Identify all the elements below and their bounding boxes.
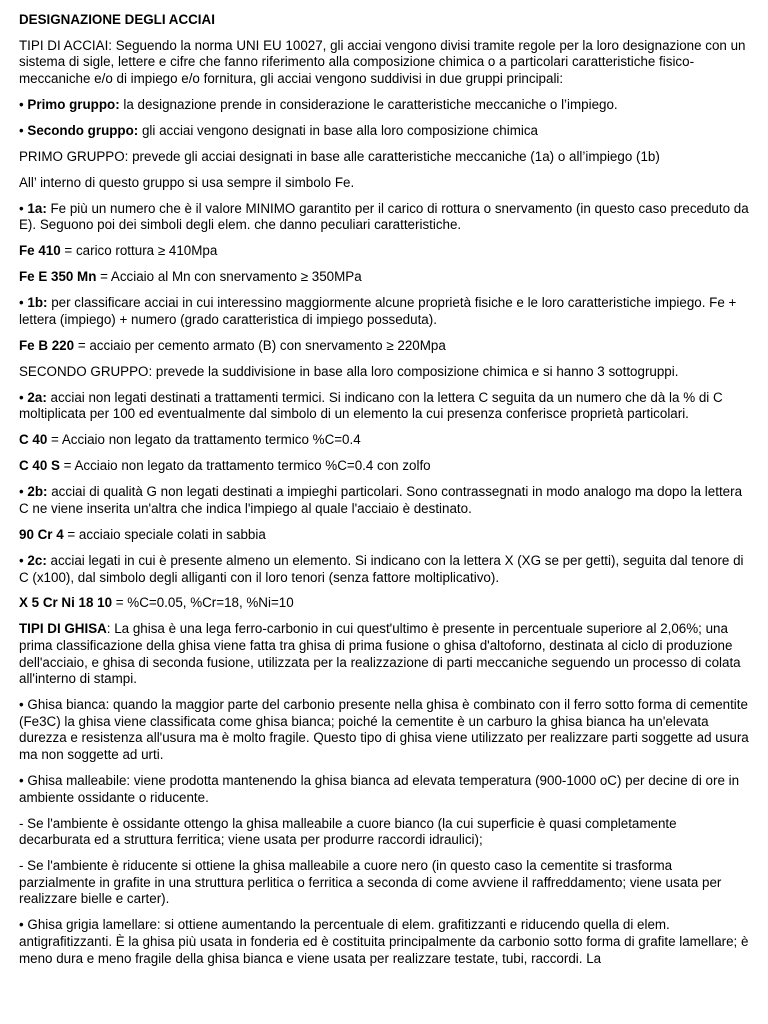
example-text: = carico rottura ≥ 410Mpa [60,243,218,259]
subgroup-text: acciai non legati destinati a trattamenti termici. Si indicano con la lettera C seguita da un numero che dà la % di C moltiplicata per 100 ed eventualmente dal simbolo di un elemento la cui presenza conferisce proprietà particolari. [19,389,723,422]
secondo-gruppo-paragraph: SECONDO GRUPPO: prevede la suddivisione in base alla loro composizione chimica e si hanno 3 sottogruppi. [19,363,679,379]
subgroup-text: acciai legati in cui è presente almeno un elemento. Si indicano con la lettera X (XG se per getti), seguita dal tenore di C (x100), dal simbolo degli alliganti con il loro tenori (senza fattore moltiplicativo). [19,552,744,585]
ghisa-text: : La ghisa è una lega ferro-carbonio in cui quest'ultimo è presente in percentuale superiore al 2,06%; una prima classificazione della ghisa viene fatta tra ghisa di prima fusione o ghisa d'altoforno, destinata al ciclo di produzione dell'acciaio, e ghisa di seconda fusione, utilizzata per la realizzazione di parti meccaniche seguendo un processo di colata all'interno di stampi. [19,621,741,687]
example-feb220 [19,338,751,355]
example-90cr4 [19,527,751,544]
malleabile-cuore-bianco-paragraph: - Se l'ambiente è ossidante ottengo la ghisa malleabile a cuore bianco (la cui superficie è quasi completamente decarburata ed a struttura ferritica; viene usata per produrre raccordi idraulici); [19,815,677,848]
example-text: = Acciaio non legato da trattamento termico %C=0.4 [47,432,361,448]
example-text: = Acciaio al Mn con snervamento ≥ 350MPa [96,269,362,285]
subgroup-term: 2b: [27,484,48,500]
bullet-lead: • [19,200,28,216]
fe-symbol-paragraph: All’ interno di questo gruppo si usa sempre il simbolo Fe. [19,174,355,190]
bullet-text: gli acciai vengono designati in base alla loro composizione chimica [138,122,538,138]
bullet-term: Secondo gruppo: [27,122,139,138]
example-c40s [19,458,751,475]
bullet-lead: • [19,484,28,500]
subgroup-2a [19,390,751,423]
example-fee350 [19,269,751,286]
subgroup-1a [19,201,751,234]
group1-bullet [19,97,751,114]
example-term: Fe B 220 [19,337,75,353]
bullet-lead: • [19,552,28,568]
example-text: = acciaio per cemento armato (B) con snervamento ≥ 220Mpa [74,337,446,353]
bullet-lead: • [19,122,28,138]
example-c40 [19,432,751,449]
example-term: C 40 [19,432,48,448]
subgroup-term: 1b: [27,295,48,311]
example-fe410 [19,243,751,260]
intro-paragraph: TIPI DI ACCIAI: Seguendo la norma UNI EU 10027, gli acciai vengono divisi tramite regole per la loro designazione con un sistema di sigle, lettere e cifre che fanno riferimento alla composizione chimica o a particolari caratteristiche fisico-meccaniche e/o di impiego e/o fornitura, gli acciai vengono suddivisi in due gruppi principali: [19,37,746,86]
bullet-lead: • [19,295,28,311]
subgroup-2c [19,553,751,586]
bullet-lead: • [19,389,28,405]
ghisa-bianca-paragraph: • Ghisa bianca: quando la maggior parte del carbonio presente nella ghisa è combinato con il ferro sotto forma di cementite (Fe3C) la ghisa viene classificata come ghisa bianca; poiché la cementite è un carburo la ghisa bianca ha un'elevata durezza e resistenza all'usura ma è molto fragile. Questo tipo di ghisa viene utilizzato per realizzare parti soggette ad usura ma non soggette ad urti. [19,697,749,763]
bullet-term: Primo gruppo: [27,96,120,112]
example-term: Fe 410 [19,243,61,259]
ghisa-grigia-paragraph: • Ghisa grigia lamellare: si ottiene aumentando la percentuale di elem. grafitizzanti e riducendo quella di elem. antigrafitizzanti. È la ghisa più usata in fonderia ed è costituita principalmente da carbonio sotto forma di grafite lamellare; è meno dura e meno fragile della ghisa bianca e viene usata per realizzare testate, tubi, raccordi. La [19,917,749,966]
subgroup-term: 2c: [27,552,47,568]
document-title [19,12,751,29]
ghisa-term: TIPI DI GHISA [19,621,107,637]
primo-gruppo-paragraph: PRIMO GRUPPO: prevede gli acciai designati in base alle caratteristiche meccaniche (1a) o all’impiego (1b) [19,148,660,164]
title-text: DESIGNAZIONE DEGLI ACCIAI [19,12,215,27]
document-page [19,12,751,977]
group2-bullet [19,123,751,140]
subgroup-text: Fe più un numero che è il valore MINIMO garantito per il carico di rottura o snervamento (in questo caso preceduto da E). Seguono poi dei simboli degli elem. che danno peculiari caratteristiche. [19,200,749,233]
subgroup-2b [19,484,751,517]
subgroup-text: acciai di qualità G non legati destinati a impieghi particolari. Sono contrassegnati in modo analogo ma dopo la lettera C ne viene inserita un'altra che indica l'impiego al quale l'acciaio è destinato. [19,484,743,516]
subgroup-term: 1a: [27,200,47,216]
example-term: C 40 S [19,458,60,474]
ghisa-intro-paragraph [19,621,751,687]
example-text: = Acciaio non legato da trattamento termico %C=0.4 con zolfo [59,458,431,474]
example-term: 90 Cr 4 [19,526,64,542]
subgroup-term: 2a: [27,389,47,405]
example-text: = acciaio speciale colati in sabbia [63,526,266,542]
example-text: = %C=0.05, %Cr=18, %Ni=10 [112,595,294,611]
example-x5crni [19,595,751,612]
example-term: X 5 Cr Ni 18 10 [19,595,113,611]
malleabile-cuore-nero-paragraph: - Se l'ambiente è riducente si ottiene la ghisa malleabile a cuore nero (in questo caso la cementite si trasforma parzialmente in grafite in una struttura perlitica o ferritica a seconda di come avviene il raffreddamento; viene usata per realizzare bielle e carter). [19,858,722,907]
bullet-text: la designazione prende in considerazione le caratteristiche meccaniche o l’impiego. [119,96,618,112]
subgroup-1b [19,295,751,328]
subgroup-text: per classificare acciai in cui interessino maggiormente alcune proprietà fisiche e le loro caratteristiche impiego. Fe + lettera (impiego) + numero (grado caratteristica di impiego posseduta). [19,295,737,327]
ghisa-malleabile-paragraph: • Ghisa malleabile: viene prodotta mantenendo la ghisa bianca ad elevata temperatura (900-1000 oC) per decine di ore in ambiente ossidante o riducente. [19,773,740,805]
example-term: Fe E 350 Mn [19,269,97,285]
bullet-lead: • [19,96,28,112]
